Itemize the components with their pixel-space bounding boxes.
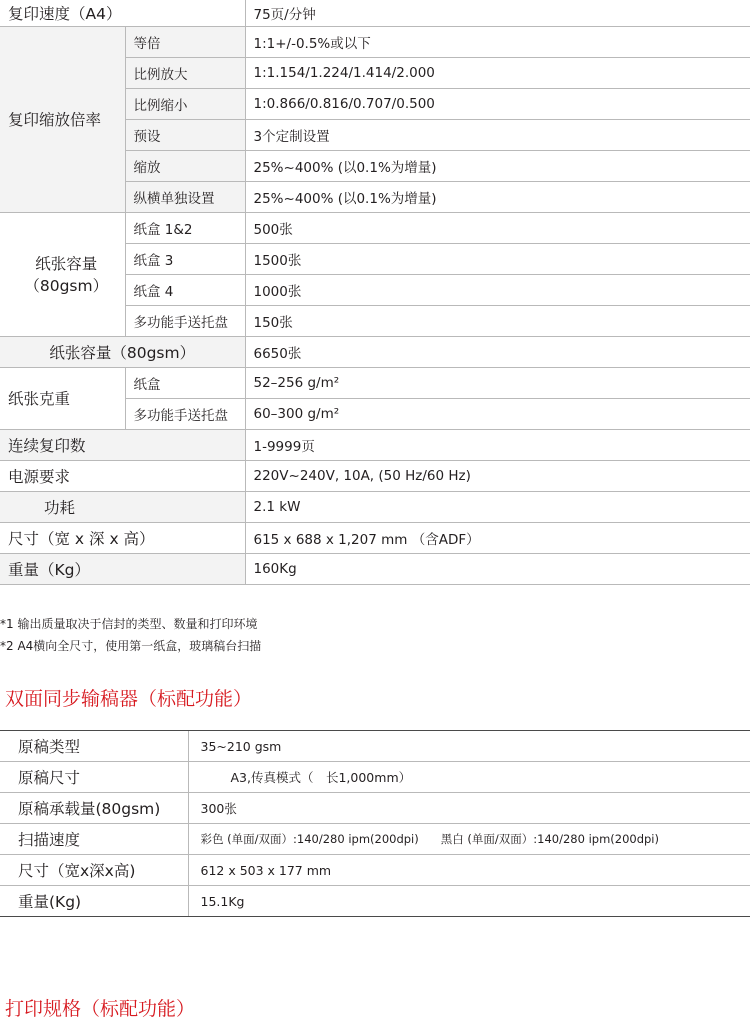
paper-capacity-group-label — [0, 212, 125, 336]
table-row — [0, 553, 750, 584]
row-value: 25%~400% (以0.1%为增量) — [245, 150, 750, 181]
row-value: 2.1 kW — [245, 491, 750, 522]
row-label: 连续复印数 — [0, 429, 245, 460]
row-value: 1000张 — [245, 274, 750, 305]
table-row — [0, 731, 750, 762]
row-label: 多功能手送托盘 — [125, 305, 245, 336]
row-label: 复印速度（A4） — [0, 0, 245, 26]
row-label: 功耗 — [0, 491, 245, 522]
table-row — [0, 886, 750, 917]
row-label: 原稿承载量(80gsm) — [0, 793, 188, 824]
footnotes — [0, 613, 261, 657]
row-label: 纵横单独设置 — [125, 181, 245, 212]
scan-speed-mono: 黑白 (单面/双面）:140/280 ipm(200dpi) — [440, 832, 659, 846]
table-row — [0, 522, 750, 553]
table-row — [0, 460, 750, 491]
paper-capacity-label-sub: （80gsm） — [24, 277, 109, 295]
row-label: 重量（Kg） — [0, 553, 245, 584]
table-row — [0, 855, 750, 886]
row-value: 52–256 g/m² — [245, 367, 750, 398]
row-label: 纸盒 — [125, 367, 245, 398]
row-value: 500张 — [245, 212, 750, 243]
print-section-title: 打印规格（标配功能） — [5, 998, 196, 1020]
zoom-group-label: 复印缩放倍率 — [0, 26, 125, 212]
row-value: 1:0.866/0.816/0.707/0.500 — [245, 88, 750, 119]
paper-weight-group-label: 纸张克重 — [0, 367, 125, 429]
row-label: 纸盒 1&2 — [125, 212, 245, 243]
scan-speed-color: 彩色 (单面/双面）:140/280 ipm(200dpi) — [200, 832, 419, 846]
row-label: 缩放 — [125, 150, 245, 181]
row-label: 重量(Kg) — [0, 886, 188, 917]
row-value: 1-9999页 — [245, 429, 750, 460]
row-value: 1:1.154/1.224/1.414/2.000 — [245, 57, 750, 88]
row-value: 60–300 g/m² — [245, 398, 750, 429]
adf-spec-table — [0, 730, 750, 917]
row-value: 75页/分钟 — [245, 0, 750, 26]
row-value: 220V~240V, 10A, (50 Hz/60 Hz) — [245, 460, 750, 491]
row-value: 6650张 — [245, 336, 750, 367]
paper-capacity-label: 纸张容量 — [35, 255, 98, 273]
row-value: 15.1Kg — [188, 886, 750, 917]
row-label: 多功能手送托盘 — [125, 398, 245, 429]
footnote: *2 A4横向全尺寸，使用第一纸盒，玻璃稿台扫描 — [0, 639, 262, 653]
table-row — [0, 429, 750, 460]
row-label: 纸盒 4 — [125, 274, 245, 305]
table-row — [0, 26, 750, 57]
table-row — [0, 0, 750, 26]
table-row — [0, 212, 750, 243]
row-value: A3,传真模式（ 长1,000mm） — [188, 762, 750, 793]
table-row — [0, 824, 750, 855]
row-label: 比例缩小 — [125, 88, 245, 119]
row-label: 预设 — [125, 119, 245, 150]
row-value: 35~210 gsm — [188, 731, 750, 762]
table-row — [0, 491, 750, 522]
row-value: 25%~400% (以0.1%为增量) — [245, 181, 750, 212]
table-row — [0, 762, 750, 793]
row-label: 尺寸（宽x深x高) — [0, 855, 188, 886]
table-row — [0, 336, 750, 367]
row-value: 300张 — [188, 793, 750, 824]
row-value: 1500张 — [245, 243, 750, 274]
row-label: 比例放大 — [125, 57, 245, 88]
row-value: 160Kg — [245, 553, 750, 584]
row-label: 等倍 — [125, 26, 245, 57]
row-value: 612 x 503 x 177 mm — [188, 855, 750, 886]
row-label: 尺寸（宽 x 深 x 高） — [0, 522, 245, 553]
row-value: 1:1+/-0.5%或以下 — [245, 26, 750, 57]
row-value: 3个定制设置 — [245, 119, 750, 150]
row-value: 150张 — [245, 305, 750, 336]
table-row — [0, 793, 750, 824]
row-label: 纸盒 3 — [125, 243, 245, 274]
footnote: *1 输出质量取决于信封的类型、数量和打印环境 — [0, 617, 258, 631]
row-label: 纸张容量（80gsm） — [0, 336, 245, 367]
row-label: 电源要求 — [0, 460, 245, 491]
row-label: 原稿类型 — [0, 731, 188, 762]
adf-section-title: 双面同步输稿器（标配功能） — [5, 688, 253, 710]
row-label: 原稿尺寸 — [0, 762, 188, 793]
row-label: 扫描速度 — [0, 824, 188, 855]
row-value — [188, 824, 750, 855]
table-row — [0, 367, 750, 398]
row-value: 615 x 688 x 1,207 mm （含ADF） — [245, 522, 750, 553]
